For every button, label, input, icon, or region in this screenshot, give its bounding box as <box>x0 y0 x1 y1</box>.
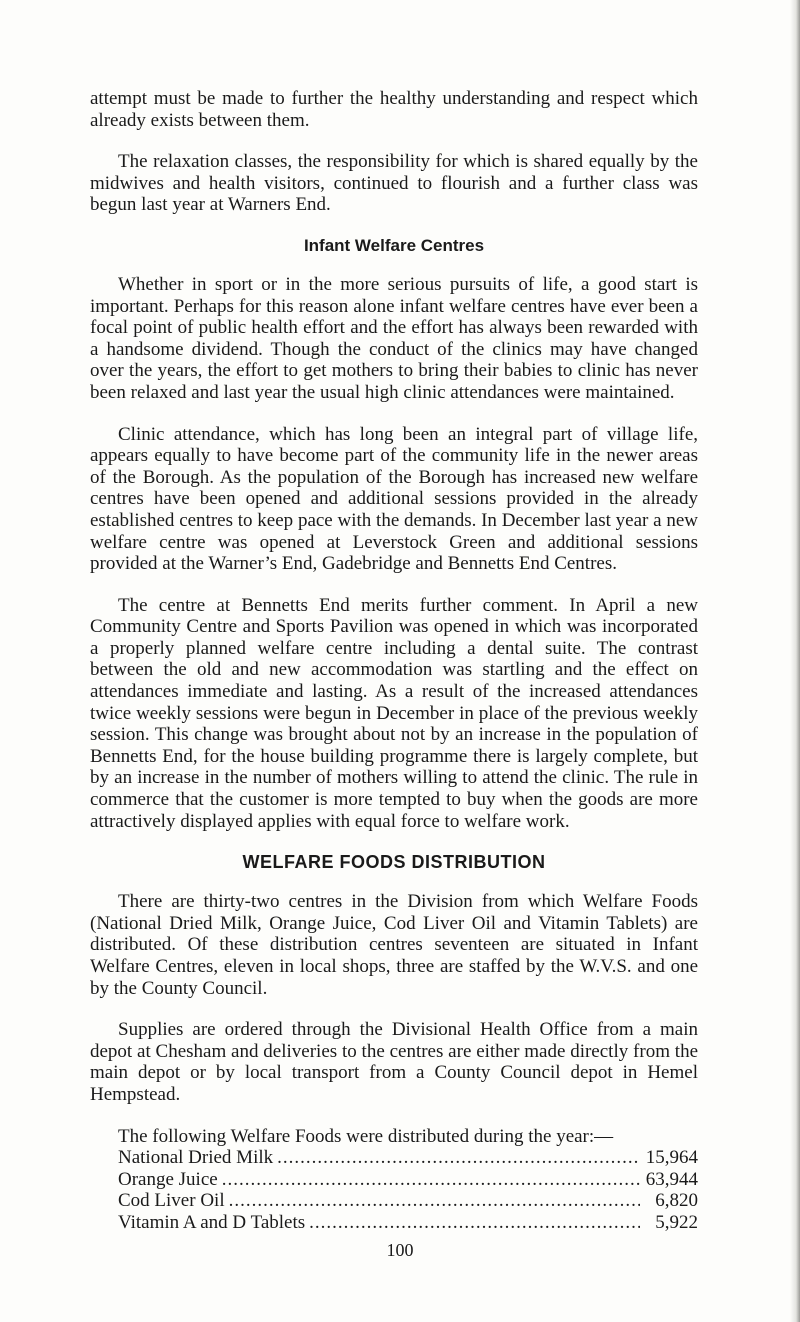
intro-paragraph-1: attempt must be made to further the healthy understanding and respect which already exists between them. <box>90 88 698 131</box>
infant-welfare-paragraph-2: Clinic attendance, which has long been an integral part of village life, appears equally to have become part of the community life in the newer areas of the Borough. As the population of the Borough has increased new welfare centres have been opened and additional sessions provided in the already established centres to keep pace with the demands. In December last year a new welfare centre was opened at Leverstock Green and additional sessions provided at the Warner’s End, Gadebridge and Bennetts End Centres. <box>90 423 698 575</box>
document-page <box>90 88 698 1234</box>
item-value: 15,964 <box>645 1147 698 1169</box>
item-value: 5,922 <box>655 1211 698 1233</box>
infant-welfare-paragraph-1: Whether in sport or in the more serious pursuits of life, a good start is important. Perhaps for this reason alone infant welfare centres have ever been a focal point of public health effort and the effort has always been rewarded with a handsome dividend. Though the conduct of the clinics may have changed over the years, the effort to get mothers to bring their babies to clinic has never been relaxed and last year the usual high clinic attendances were maintained. <box>90 273 698 403</box>
list-item <box>118 1147 698 1169</box>
welfare-foods-list <box>118 1147 698 1233</box>
section-heading-welfare-foods: WELFARE FOODS DISTRIBUTION <box>242 852 546 873</box>
item-label: Cod Liver Oil <box>118 1190 225 1212</box>
list-item <box>118 1190 698 1212</box>
item-label: National Dried Milk <box>118 1147 274 1169</box>
intro-paragraph-2: The relaxation classes, the responsibility for which is shared equally by the midwives and health visitors, continued to flourish and a further class was begun last year at Warners End. <box>90 151 698 216</box>
infant-welfare-paragraph-3: The centre at Bennetts End merits further comment. In April a new Community Centre and Sports Pavilion was opened in which was incorporated a properly planned welfare centre including a dental suite. The contrast between the old and new accommodation was startling and the effect on attendances immediate and lasting. As a result of the increased attendances twice weekly sessions were begun in December in place of the previous weekly session. This change was brought about not by an increase in the population of Bennetts End, for the house building programme there is largely complete, but by an increase in the number of mothers willing to attend the clinic. The rule in commerce that the customer is more tempted to buy when the goods are more attractively displayed applies with equal force to welfare work. <box>90 594 698 832</box>
list-item <box>118 1212 698 1234</box>
page-edge-shadow <box>790 0 800 1322</box>
item-value: 63,944 <box>645 1168 698 1190</box>
welfare-foods-list-intro: The following Welfare Foods were distributed during the year:— <box>118 1125 614 1147</box>
leader-dots <box>277 1147 640 1169</box>
welfare-foods-paragraph-2: Supplies are ordered through the Divisional Health Office from a main depot at Chesham and deliveries to the centres are either made directly from the main depot or by local transport from a County Council depot in Hemel Hempstead. <box>90 1019 698 1105</box>
item-value: 6,820 <box>655 1190 698 1212</box>
section-heading-infant-welfare: Infant Welfare Centres <box>303 235 485 255</box>
leader-dots <box>229 1190 640 1212</box>
item-label: Orange Juice <box>118 1168 218 1190</box>
page-number: 100 <box>386 1240 414 1260</box>
item-label: Vitamin A and D Tablets <box>118 1211 306 1233</box>
leader-dots <box>309 1212 640 1234</box>
list-item <box>118 1169 698 1191</box>
welfare-foods-paragraph-1: There are thirty-two centres in the Division from which Welfare Foods (National Dried Milk, Orange Juice, Cod Liver Oil and Vitamin Tablets) are distributed. Of these distribution centres seventeen are situated in Infant Welfare Centres, eleven in local shops, three are staffed by the W.V.S. and one by the County Council. <box>90 891 698 999</box>
leader-dots <box>222 1169 640 1191</box>
